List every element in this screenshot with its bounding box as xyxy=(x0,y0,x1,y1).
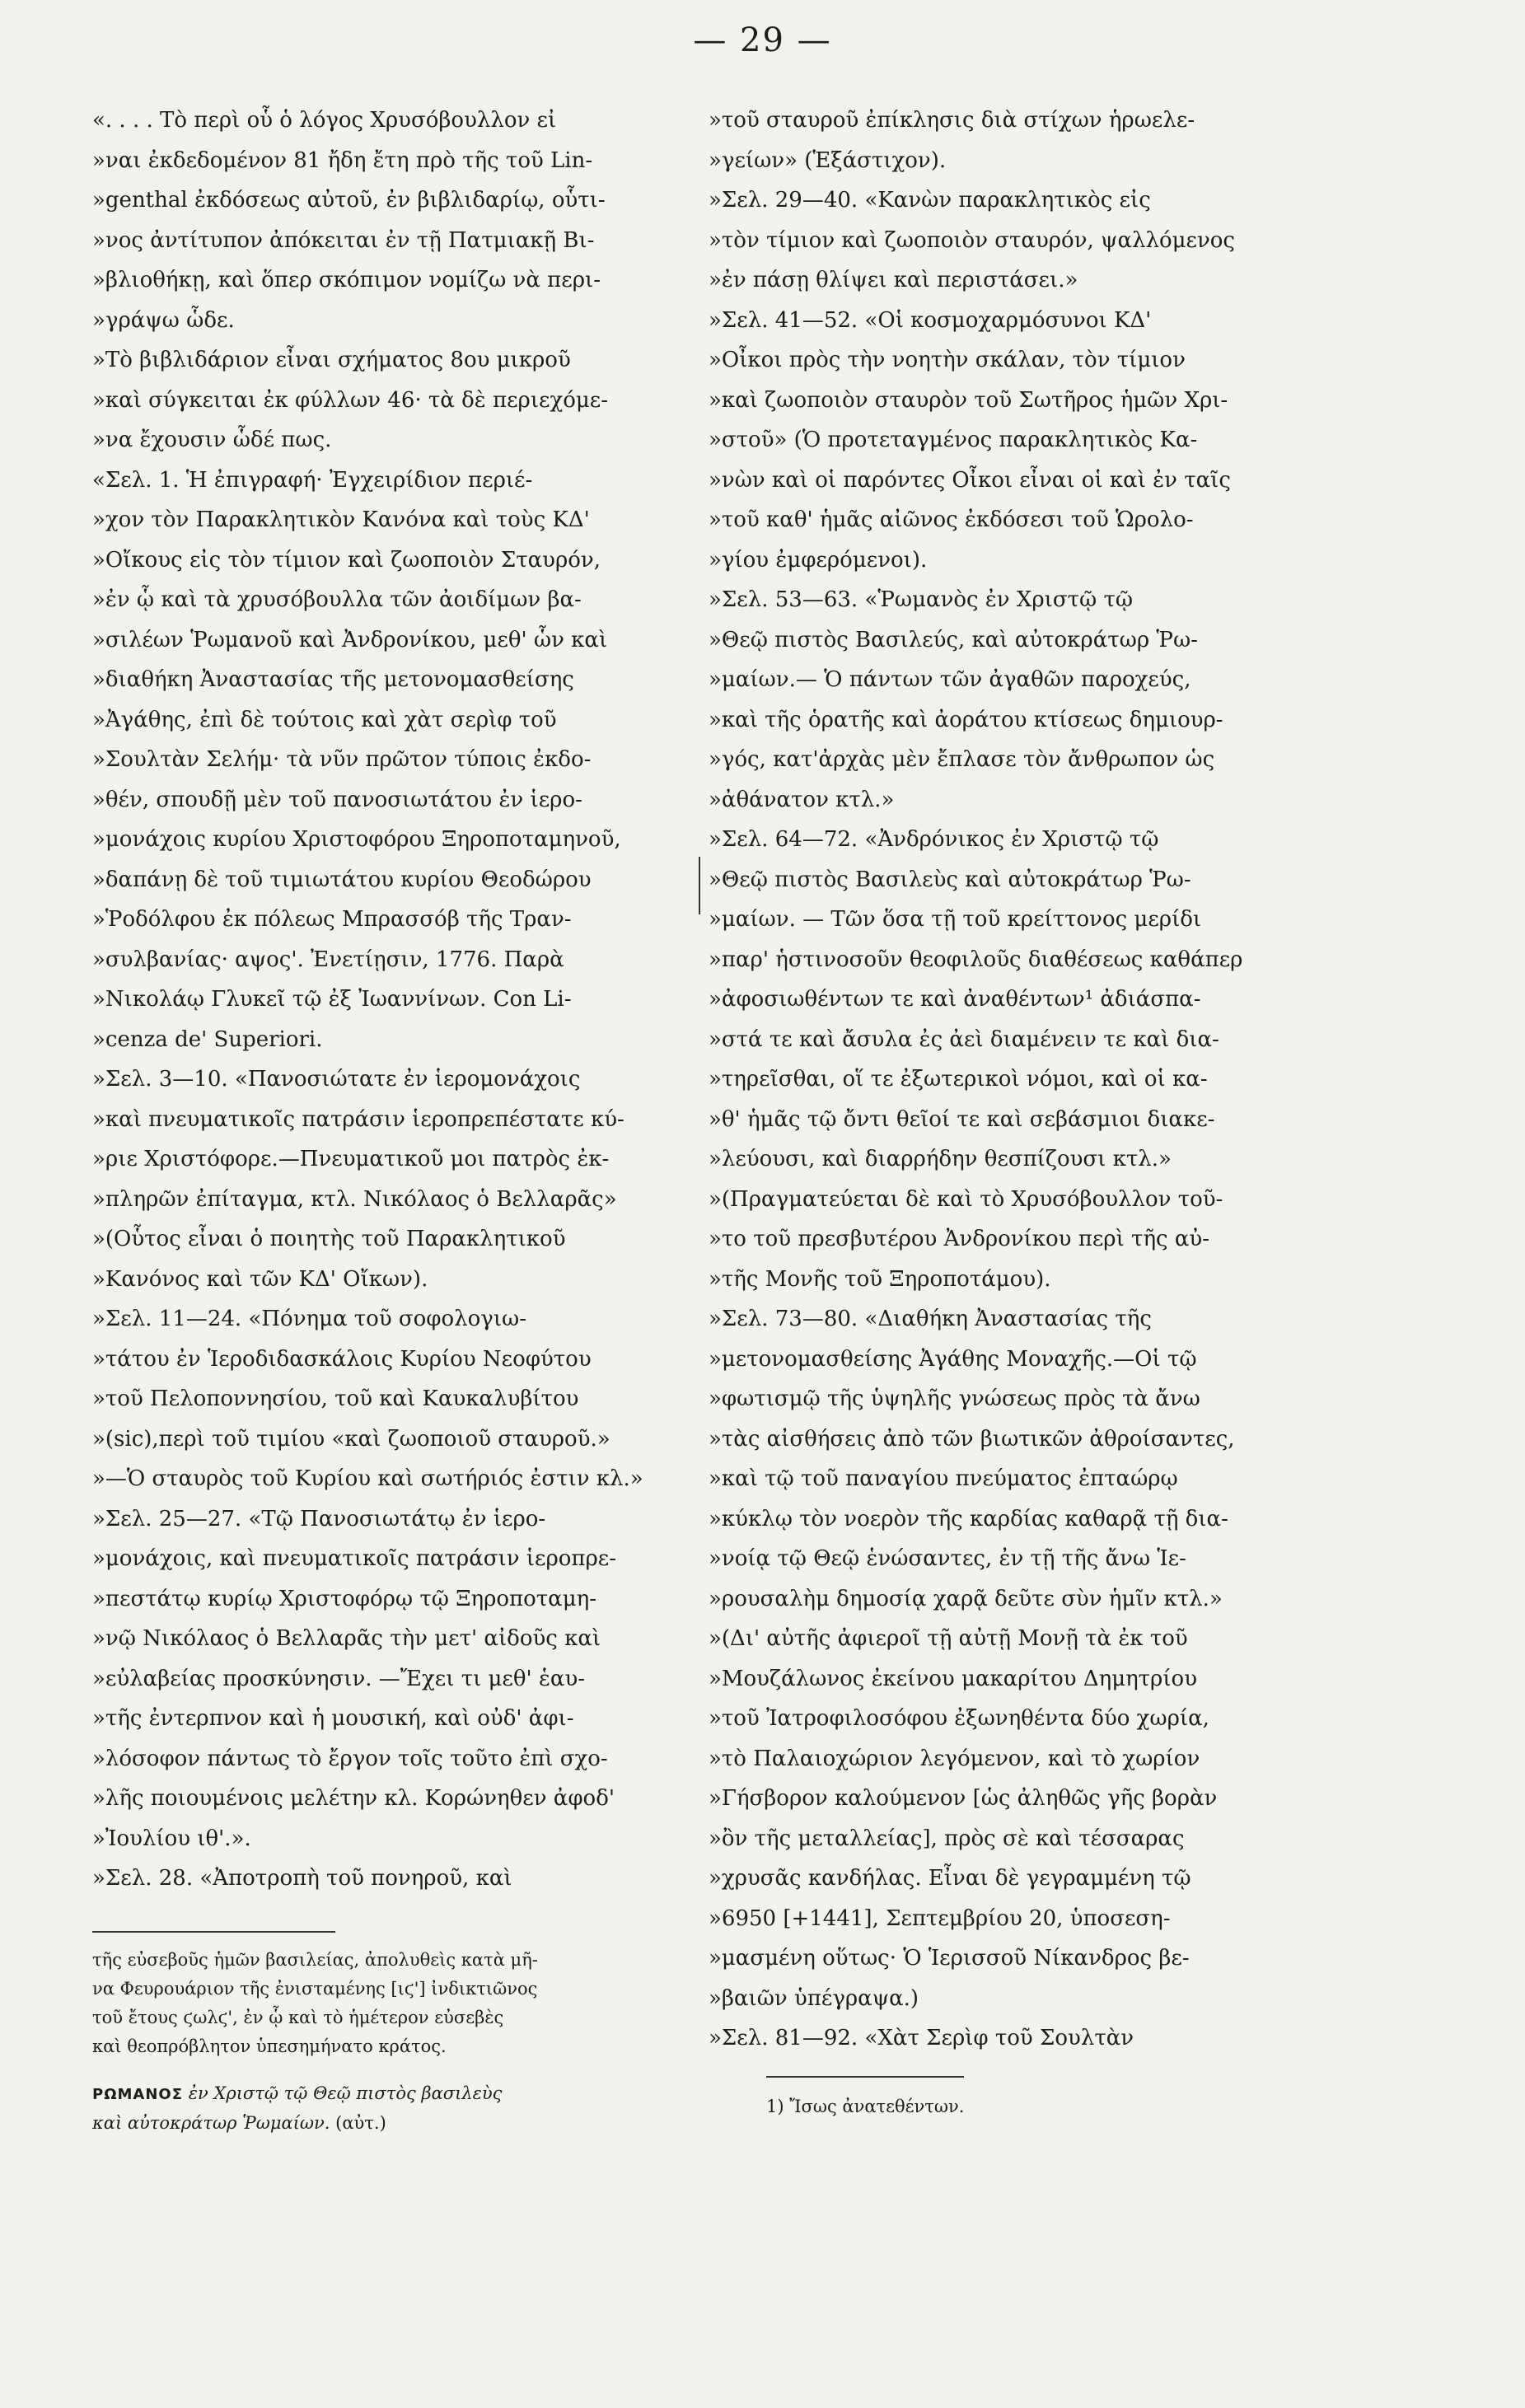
text-line: »(sic),περὶ τοῦ τιμίου «καὶ ζωοποιοῦ σταυροῦ.» xyxy=(92,1426,610,1452)
footnote-line: τοῦ ἔτους ϛωλϛ', ἐν ᾧ καὶ τὸ ἡμέτερον εὐσεβὲς xyxy=(92,2008,504,2027)
text-line: »δαπάνῃ δὲ τοῦ τιμιωτάτου κυρίου Θεοδώρου xyxy=(92,867,592,892)
signature-source-note: (αὐτ.) xyxy=(335,2113,386,2133)
right-footnotes xyxy=(766,2092,1261,2121)
text-line: »βαιῶν ὑπέγραψα.) xyxy=(709,1985,919,2011)
text-line: »τοῦ καθ' ἡμᾶς αἰῶνος ἐκδόσεσι τοῦ Ὡρολο- xyxy=(709,507,1194,532)
text-line: »θ' ἡμᾶς τῷ ὄντι θεῖοί τε καὶ σεβάσμιοι διακε- xyxy=(709,1106,1215,1132)
text-line: »τὸν τίμιον καὶ ζωοποιὸν σταυρόν, ψαλλόμενος xyxy=(709,227,1235,253)
text-line: »το τοῦ πρεσβυτέρου Ἀνδρονίκου περὶ τῆς αὐ- xyxy=(709,1227,1209,1251)
text-line: »λεύουσι, καὶ διαρρήδην θεσπίζουσι κτλ.» xyxy=(709,1147,1172,1171)
text-line: »νος ἀντίτυπον ἀπόκειται ἐν τῇ Πατμιακῇ Βι- xyxy=(92,227,595,253)
column-divider xyxy=(699,857,700,914)
text-line: »cenza de' Superiori. xyxy=(92,1026,323,1052)
text-line: »τάτου ἐν Ἱεροδιδασκάλοις Κυρίου Νεοφύτου xyxy=(92,1346,592,1372)
text-line: »Σελ. 11—24. «Πόνημα τοῦ σοφολογιω- xyxy=(92,1307,527,1331)
text-line: »μαίων.— Ὁ πάντων τῶν ἀγαθῶν παροχεύς, xyxy=(709,667,1191,692)
text-line: »ἀφοσιωθέντων τε καὶ ἀναθέντων¹ ἀδιάσπα- xyxy=(709,987,1201,1012)
text-line: »γράψω ὧδε. xyxy=(92,307,235,333)
text-line: »καὶ τῆς ὁρατῆς καὶ ἀοράτου κτίσεως δημιουρ- xyxy=(709,707,1223,732)
text-line: »ρουσαλὴμ δημοσίᾳ χαρᾷ δεῦτε σὺν ἡμῖν κτλ.» xyxy=(709,1586,1223,1611)
text-line: »(Δι' αὐτῆς ἀφιεροῖ τῇ αὐτῇ Μονῇ τὰ ἐκ τοῦ xyxy=(709,1626,1188,1651)
text-line: »χον τὸν Παρακλητικὸν Κανόνα καὶ τοὺς ΚΔ' xyxy=(92,507,590,532)
text-line: »μαίων. — Τῶν ὅσα τῇ τοῦ κρείττονος μερίδι xyxy=(709,907,1202,932)
text-line: »ὂν τῆς μεταλλείας], πρὸς σὲ καὶ τέσσαρας xyxy=(709,1826,1185,1851)
text-line: »Σελ. 64—72. «Ἀνδρόνικος ἐν Χριστῷ τῷ xyxy=(709,827,1159,852)
text-line: »Σελ. 73—80. «Διαθήκη Ἀναστασίας τῆς xyxy=(709,1307,1152,1331)
signature-line xyxy=(92,2079,694,2109)
text-line: »Σουλτὰν Σελήμ· τὰ νῦν πρῶτον τύποις ἐκδο- xyxy=(92,747,592,772)
footnote-line: να Φευρουάριον τῆς ἐνισταμένης [ιϛ'] ἰνδικτιῶνος xyxy=(92,1979,538,1999)
text-line: »Ἀγάθης, ἐπὶ δὲ τούτοις καὶ χὰτ σερὶφ τοῦ xyxy=(92,707,557,732)
text-line: »τοῦ Ἰατροφιλοσόφου ἐξωνηθέντα δύο χωρία, xyxy=(709,1706,1209,1731)
text-line: »τῆς ἐντερπνον καὶ ἡ μουσική, καὶ οὐδ' ἀφι- xyxy=(92,1706,574,1731)
text-line: »παρ' ἡστινοσοῦν θεοφιλοῦς διαθέσεως καθάπερ xyxy=(709,947,1243,972)
text-line: »6950 [+1441], Σεπτεμβρίου 20, ὑποσεση- xyxy=(709,1905,1171,1931)
signature-name: ΡΩΜΑΝΟΣ xyxy=(92,2086,183,2103)
left-footnotes xyxy=(92,1946,694,2138)
page-number: — 29 — xyxy=(693,21,832,59)
text-line: »γός, κατ'ἀρχὰς μὲν ἔπλασε τὸν ἄνθρωπον ὡς xyxy=(709,747,1215,772)
footnote-rule xyxy=(92,1931,335,1933)
text-line: »Τὸ βιβλιδάριον εἶναι σχήματος 8ου μικροῦ xyxy=(92,348,571,372)
signature-line xyxy=(92,2109,694,2138)
text-line: »Οἶκοι πρὸς τὴν νοητὴν σκάλαν, τὸν τίμιον xyxy=(709,348,1186,372)
text-line: »καὶ ζωοποιὸν σταυρὸν τοῦ Σωτῆρος ἡμῶν Χρι- xyxy=(709,387,1228,413)
text-line: »λῆς ποιουμένοις μελέτην κλ. Κορώνηθεν ἀφοδ' xyxy=(92,1786,615,1811)
text-line: »τὸ Παλαιοχώριον λεγόμενον, καὶ τὸ χωρίον xyxy=(709,1746,1200,1771)
text-line: »σιλέων Ῥωμανοῦ καὶ Ἀνδρονίκου, μεθ' ὧν καὶ xyxy=(92,627,608,652)
text-line: »Οἴκους εἰς τὸν τίμιον καὶ ζωοποιὸν Σταυρόν, xyxy=(92,547,601,573)
text-line: »Γήσβορον καλούμενον [ὡς ἀληθῶς γῆς βορὰν xyxy=(709,1786,1218,1811)
text-line: »ἐν ᾧ καὶ τὰ χρυσόβουλλα τῶν ἀοιδίμων βα- xyxy=(92,587,582,612)
text-line: »ριε Χριστόφορε.—Πνευματικοῦ μοι πατρὸς ἐκ- xyxy=(92,1147,610,1171)
text-line: »Σελ. 28. «Ἀποτροπὴ τοῦ πονηροῦ, καὶ xyxy=(92,1866,512,1891)
text-line: »(Πραγματεύεται δὲ καὶ τὸ Χρυσόβουλλον τοῦ- xyxy=(709,1186,1223,1212)
text-line: »γείων» (Ἑξάστιχον). xyxy=(709,147,947,173)
text-line: »ναι ἐκδεδομένον 81 ἤδη ἔτη πρὸ τῆς τοῦ Lin- xyxy=(92,147,593,173)
text-line: »ἀθάνατον κτλ.» xyxy=(709,787,895,812)
text-line: »νοίᾳ τῷ Θεῷ ἑνώσαντες, ἐν τῇ τῆς ἄνω Ἱε- xyxy=(709,1546,1186,1571)
text-line: »εὐλαβείας προσκύνησιν. —Ἔχει τι μεθ' ἑαυ- xyxy=(92,1666,586,1691)
text-line: »φωτισμῷ τῆς ὑψηλῆς γνώσεως πρὸς τὰ ἄνω xyxy=(709,1386,1200,1411)
text-line: »μονάχοις κυρίου Χριστοφόρου Ξηροποταμηνοῦ, xyxy=(92,827,621,852)
footnote-line: 1) Ἴσως ἀνατεθέντων. xyxy=(766,2097,965,2116)
text-line: »λόσοφον πάντως τὸ ἔργον τοῖς τοῦτο ἐπὶ σχο- xyxy=(92,1746,608,1771)
text-line: »κύκλῳ τὸν νοερὸν τῆς καρδίας καθαρᾷ τῇ δια- xyxy=(709,1506,1228,1531)
text-line: »νὼν καὶ οἱ παρόντες Οἶκοι εἶναι οἱ καὶ ἐν ταῖς xyxy=(709,467,1231,493)
text-line: »Κανόνος καὶ τῶν ΚΔ' Οἴκων). xyxy=(92,1266,428,1292)
text-line: »Ἰουλίου ιθ'.». xyxy=(92,1826,251,1851)
signature-title: ἐν Χριστῷ τῷ Θεῷ πιστὸς βασιλεὺς xyxy=(188,2083,503,2103)
text-line: »στοῦ» (Ὁ προτεταγμένος παρακλητικὸς Κα- xyxy=(709,428,1198,452)
left-column xyxy=(92,101,694,1899)
text-line: »τοῦ Πελοποννησίου, τοῦ καὶ Καυκαλυβίτου xyxy=(92,1386,579,1411)
text-line: »πληρῶν ἐπίταγμα, κτλ. Νικόλαος ὁ Βελλαρᾶς» xyxy=(92,1186,617,1212)
text-line: «Σελ. 1. Ἡ ἐπιγραφή· Ἐγχειρίδιον περιέ- xyxy=(92,467,533,493)
text-line: »μετονομασθείσης Ἀγάθης Μοναχῆς.—Οἱ τῷ xyxy=(709,1346,1197,1372)
text-line: »τῆς Μονῆς τοῦ Ξηροποτάμου). xyxy=(709,1266,1051,1292)
text-line: »Σελ. 29—40. «Κανὼν παρακλητικὸς εἰς xyxy=(709,188,1151,213)
text-line: »συλβανίας· αψος'. Ἐνετίῃσιν, 1776. Παρὰ xyxy=(92,947,564,972)
text-line: »καὶ τῷ τοῦ παναγίου πνεύματος ἐπταώρῳ xyxy=(709,1466,1178,1491)
text-line: »(Οὗτος εἶναι ὁ ποιητὴς τοῦ Παρακλητικοῦ xyxy=(92,1227,566,1251)
text-line: »τηρεῖσθαι, οἵ τε ἐξωτερικοὶ νόμοι, καὶ οἱ κα- xyxy=(709,1067,1208,1092)
text-line: »Μουζάλωνος ἐκείνου μακαρίτου Δημητρίου xyxy=(709,1666,1197,1691)
text-line: »πεστάτῳ κυρίῳ Χριστοφόρῳ τῷ Ξηροποταμη- xyxy=(92,1586,596,1611)
text-line: »—Ὁ σταυρὸς τοῦ Κυρίου καὶ σωτήριός ἐστιν κλ.» xyxy=(92,1466,643,1491)
text-line: »διαθήκη Ἀναστασίας τῆς μετονομασθείσης xyxy=(92,667,574,692)
text-line: »Σελ. 25—27. «Τῷ Πανοσιωτάτῳ ἐν ἱερο- xyxy=(92,1506,546,1531)
text-line: »ἐν πάσῃ θλίψει καὶ περιστάσει.» xyxy=(709,268,1078,292)
text-line: »Θεῷ πιστὸς Βασιλεύς, καὶ αὐτοκράτωρ Ῥω- xyxy=(709,627,1198,652)
text-line: »γίου ἐμφερόμενοι). xyxy=(709,547,928,573)
text-line: »Σελ. 53—63. «Ῥωμανὸς ἐν Χριστῷ τῷ xyxy=(709,587,1134,612)
footnote-line: καὶ θεοπρόβλητον ὑπεσημήνατο κράτος. xyxy=(92,2036,447,2056)
text-line: »Νικολάῳ Γλυκεῖ τῷ ἐξ Ἰωαννίνων. Con Li- xyxy=(92,987,572,1012)
text-line: «. . . . Τὸ περὶ οὗ ὁ λόγος Χρυσόβουλλον εἰ xyxy=(92,108,557,133)
signature-title-2: καὶ αὐτοκράτωρ Ῥωμαίων. xyxy=(92,2113,330,2133)
text-line: »θέν, σπουδῇ μὲν τοῦ πανοσιωτάτου ἐν ἱερο- xyxy=(92,787,582,812)
footnote-line: τῆς εὐσεβοῦς ἡμῶν βασιλείας, ἀπολυθεὶς κατὰ μῆ- xyxy=(92,1950,538,1970)
text-line: »βλιοθήκῃ, καὶ ὅπερ σκόπιμον νομίζω νὰ περι- xyxy=(92,268,601,292)
text-line: »μασμένη οὕτως· Ὁ Ἱερισσοῦ Νίκανδρος βε- xyxy=(709,1946,1190,1971)
text-line: »Σελ. 41—52. «Οἱ κοσμοχαρμόσυνοι ΚΔ' xyxy=(709,307,1152,333)
footnote-rule xyxy=(766,2076,964,2078)
right-column xyxy=(709,101,1318,2059)
text-line: »Σελ. 3—10. «Πανοσιώτατε ἐν ἱερομονάχοις xyxy=(92,1067,581,1092)
text-line: »στά τε καὶ ἄσυλα ἐς ἀεὶ διαμένειν τε καὶ δια- xyxy=(709,1026,1219,1052)
text-line: »Θεῷ πιστὸς Βασιλεὺς καὶ αὐτοκράτωρ Ῥω- xyxy=(709,867,1191,892)
text-line: »καὶ πνευματικοῖς πατράσιν ἱεροπρεπέστατε κύ- xyxy=(92,1106,625,1132)
text-line: »Ῥοδόλφου ἐκ πόλεως Μπρασσόβ τῆς Τραν- xyxy=(92,907,572,932)
text-line: »genthal ἐκδόσεως αὐτοῦ, ἐν βιβλιδαρίῳ, οὗτι- xyxy=(92,188,606,213)
text-line: »τοῦ σταυροῦ ἐπίκλησις διὰ στίχων ἡρωελε- xyxy=(709,108,1195,133)
text-line: »να ἔχουσιν ὧδέ πως. xyxy=(92,428,332,452)
text-line: »νῷ Νικόλαος ὁ Βελλαρᾶς τὴν μετ' αἰδοῦς καὶ xyxy=(92,1626,601,1651)
text-line: »τὰς αἰσθήσεις ἀπὸ τῶν βιωτικῶν ἀθροίσαντες, xyxy=(709,1426,1235,1452)
text-line: »καὶ σύγκειται ἐκ φύλλων 46· τὰ δὲ περιεχόμε- xyxy=(92,387,609,413)
text-line: »Σελ. 81—92. «Χὰτ Σερὶφ τοῦ Σουλτὰν xyxy=(709,2026,1134,2050)
text-line: »χρυσᾶς κανδήλας. Εἶναι δὲ γεγραμμένη τῷ xyxy=(709,1866,1191,1891)
text-line: »μονάχοις, καὶ πνευματικοῖς πατράσιν ἱεροπρε- xyxy=(92,1546,617,1571)
